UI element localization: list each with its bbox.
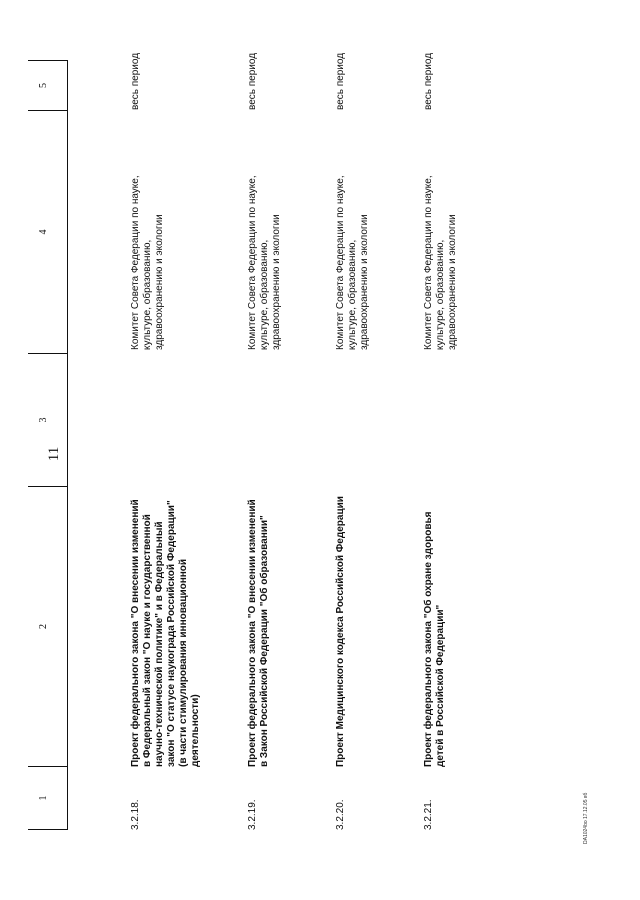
table-header bbox=[28, 60, 68, 830]
page-number: 11 bbox=[46, 446, 62, 462]
row-title: Проект федерального закона "О внесении изменений в Закон Российской Федерации "Об образовании" bbox=[247, 499, 270, 767]
header-label-5: 5 bbox=[38, 83, 49, 88]
row-title: Проект Медицинского кодекса Российской Федерации bbox=[335, 496, 346, 767]
row-number: 3.2.20. bbox=[335, 799, 346, 830]
row-title: Проект федерального закона "О внесении изменений в Федеральный закон "О науке и государственной научно-технической политике" и в Федеральный закон "О статусе наукограда Российской Федерации" (в части стимулирования инновационной деятельности) bbox=[130, 499, 201, 767]
header-cell-4 bbox=[28, 111, 67, 354]
header-cell-2 bbox=[28, 487, 67, 767]
header-cell-3 bbox=[28, 354, 67, 487]
row-period: весь период bbox=[423, 52, 434, 110]
row-period: весь период bbox=[335, 52, 346, 110]
table-row bbox=[130, 0, 210, 830]
header-cell-1 bbox=[28, 767, 67, 830]
row-number: 3.2.18. bbox=[130, 799, 141, 830]
row-number: 3.2.19. bbox=[247, 799, 258, 830]
row-committee: Комитет Совета Федерации по науке, культуре, образованию, здравоохранению и экологии bbox=[130, 175, 165, 350]
header-label-1: 1 bbox=[38, 795, 49, 801]
table-row bbox=[247, 0, 327, 830]
row-number: 3.2.21. bbox=[423, 799, 434, 830]
row-period: весь период bbox=[130, 52, 141, 110]
header-label-3: 3 bbox=[38, 417, 49, 423]
header-label-4: 4 bbox=[38, 229, 49, 235]
row-period: весь период bbox=[247, 52, 258, 110]
table-row bbox=[423, 0, 503, 830]
row-committee: Комитет Совета Федерации по науке, культуре, образованию, здравоохранению и экологии bbox=[423, 175, 458, 350]
header-label-2: 2 bbox=[38, 624, 49, 629]
table-row bbox=[335, 0, 415, 830]
header-cell-5 bbox=[28, 60, 67, 111]
footer-code: DA1024bo 17.12.05 вб bbox=[583, 792, 589, 844]
row-committee: Комитет Совета Федерации по науке, культуре, образованию, здравоохранению и экологии bbox=[247, 175, 282, 350]
row-committee: Комитет Совета Федерации по науке, культуре, образованию, здравоохранению и экологии bbox=[335, 175, 370, 350]
row-title: Проект федерального закона "Об охране здоровья детей в Российской Федерации" bbox=[423, 511, 446, 767]
